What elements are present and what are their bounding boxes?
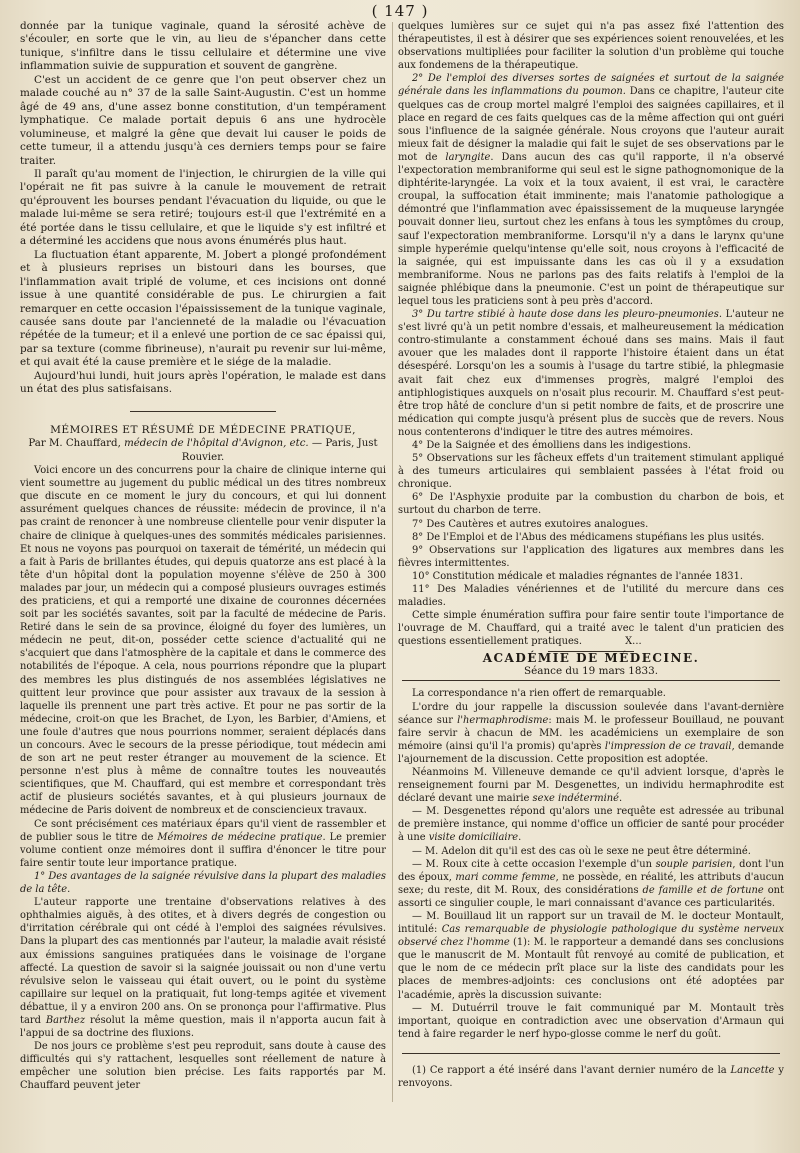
- list-item: 3° Du tartre stibié à haute dose dans les pleuro-pneumonies. L'auteur ne s'est livré qu'à un petit nombre d'essais, et malheureusement la médication contro-stimulante a constamment échoué dans ses mains. Mais il faut avouer que les malades dont il rapporte l'histoire étaient dans un état désespéré. Lorsqu'on les a soumis à l'usage du tartre stibié, la phlegmasie avait fait chez eux d'immenses progrès, malgré l'emploi des antiphlogistiques auxquels on n'osait plus recourir. M. Chauffard s'est peut-être trop hâté de conclure d'un si petit nombre de faits, et de proscrire une médication qui compte jusqu'à présent plus de succès que de revers. Nous nous contenterons d'indiquer le titre des autres mémoires.: [398, 309, 784, 438]
- paragraph: De nos jours ce problème s'est peu reproduit, sans doute à cause des difficultés qui s'y rattachent, lesquelles sont réellement de nature à empêcher une solution bien précise. Les faits rapportés par M. Chauffard peuvent jeter: [20, 1041, 386, 1092]
- list-item: 8° De l'Emploi et de l'Abus des médicamens stupéfians les plus usités.: [412, 531, 765, 543]
- article-byline: [20, 437, 386, 464]
- page-number: ( 147 ): [371, 2, 429, 20]
- section-divider: [402, 680, 780, 681]
- list-item: 11° Des Maladies vénériennes et de l'utilité du mercure dans ces maladies.: [398, 584, 784, 609]
- right-column: [398, 20, 784, 1090]
- section-title: ACADÉMIE DE MÉDECINE.: [482, 650, 700, 665]
- column-rule: [392, 22, 393, 1102]
- paragraph: Aujourd'hui lundi, huit jours après l'opération, le malade est dans un état des plus satisfaisans.: [20, 369, 386, 396]
- article-heading: MÉMOIRES ET RÉSUMÉ DE MÉDECINE PRATIQUE,: [50, 423, 356, 436]
- byline-publisher: — Paris, Just Rouvier.: [181, 438, 378, 463]
- paragraph: — M. Bouillaud lit un rapport sur un travail de M. le docteur Montault, intitulé: Cas remarquable de physiologie pathologique du système nerveux observé chez l'homme (1): M. le rapporteur a demandé dans ses conclusions que le manuscrit de M. Montault fût renvoyé au comité de publication, et que le nom de ce médecin prît place sur la liste des candidats pour les places de membres-adjoints: ces conclusions ont été adoptées par l'académie, après la discussion suivante:: [398, 911, 784, 1001]
- paragraph: — M. Dutuérril trouve le fait communiqué par M. Montault très important, quoique en contradiction avec une observation d'Armaun qui tend à faire regarder le nerf hypo-glosse comme le nerf du goût.: [398, 1002, 784, 1040]
- left-column: [20, 20, 386, 1093]
- signature: X...: [625, 636, 642, 648]
- paragraph: L'auteur rapporte une trentaine d'observations relatives à des ophthalmies aiguës, à des otites, et à divers degrés de congestion ou d'irritation cérébrale qui ont cédé à l'emploi des saignées révulsives. Dans la plupart des cas mentionnés par l'auteur, la maladie avait résisté aux émissions sanguines pratiquées dans le voisinage de l'organe affecté. La question de savoir si la saignée jouissait ou non d'une vertu révulsive selon le vaisseau qui était ouvert, ou le point du système capillaire sur lequel on la pratiquait, fut long-temps agitée et vivement débattue, il y a environ 200 ans. On se prononça pour l'affirmative. Plus tard Barthez résolut la même question, mais il n'apporta aucun fait à l'appui de sa doctrine des fluxions.: [20, 897, 386, 1040]
- list-item: 1° Des avantages de la saignée révulsive dans la plupart des maladies de la tête.: [20, 870, 386, 896]
- section-divider: [130, 411, 276, 412]
- paragraph: Il paraît qu'au moment de l'injection, le chirurgien de la ville qui l'opérait ne fit pas suivre à la canule le mouvement de retrait qu'éprouvent les bourses pendant l'évacuation du liquide, ou que le malade lui-même se sera retiré; toujours est-il que l'extrémité en a été portée dans le tissu cellulaire, et que le liquide s'y est infiltré et a déterminé les accidens que nous avons énumérés plus haut.: [20, 167, 386, 248]
- footnote: (1) Ce rapport a été inséré dans l'avant dernier numéro de la Lancette y renvoyons.: [398, 1064, 784, 1090]
- list-item: 7° Des Cautères et autres exutoires analogues.: [412, 518, 649, 530]
- paragraph: L'ordre du jour rappelle la discussion soulevée dans l'avant-dernière séance sur l'hermaphrodisme: mais M. le professeur Bouillaud, ne pouvant faire servir à chacun de MM. les académiciens un exemplaire de son mémoire (ainsi qu'il l'a promis) qu'après l'impression de ce travail, demande l'ajournement de la discussion. Cette proposition est adoptée.: [398, 701, 784, 765]
- paragraph: Néanmoins M. Villeneuve demande ce qu'il advient lorsque, d'après le renseignement fourni par M. Desgenettes, un individu hermaphrodite est déclaré devant une mairie sexe indéterminé.: [398, 766, 784, 805]
- list-item: 5° Observations sur les fâcheux effets d'un traitement stimulant appliqué à des tumeurs articulaires qui semblaient passées à l'état froid ou chronique.: [398, 453, 784, 491]
- paragraph: donnée par la tunique vaginale, quand la sérosité achève de s'écouler, en sorte que le vin, au lieu de s'épancher dans cette tunique, s'infiltre dans le tissu cellulaire et détermine une vive inflammation suivie de suppuration et souvent de gangrène.: [20, 20, 386, 73]
- footnote-divider: [402, 1053, 780, 1054]
- list-item: 6° De l'Asphyxie produite par la combustion du charbon de bois, et surtout du charbon de terre.: [398, 492, 784, 517]
- paragraph: Voici encore un des concurrens pour la chaire de clinique interne qui vient soumettre au jugement du public médical un des titres nombreux que discute en ce moment le jury du concours, et qui lui donnent assurément quelques chances de réussite: médecin de province, il n'a pas craint de renoncer à une nombreuse clientelle pour venir disputer la chaire de clinique à quelques-unes des sommités médicales parisiennes. Et nous ne voyons pas pourquoi on taxerait de témérité, un médecin qui a fait à Paris de brillantes études, qui depuis quatorze ans est placé à la tête d'un hôpital dont la population moyenne s'élève de 250 à 300 malades par jour, un médecin qui a composé plusieurs ouvrages estimés des praticiens, et qui a remporté une dixaine de couronnes décernées soit par les sociétés savantes, soit par la faculté de médecine de Paris. Retiré dans le sein de sa province, éloigné du foyer des lumières, un médecin ne peut, dit-on, posséder cette science d'actualité qui ne s'acquiert que dans l'atmosphère de la capitale et dans le commerce des notabilités de l'époque. A cela, nous pourrions répondre que la plupart des membres les plus distingués de nos assemblées législatives ne quittent leur province que pour assister aux travaux de la session à laquelle ils prennent une part très active. Et pour ne pas sortir de la médecine, croit-on que les Brachet, de Lyon, les Barbier, d'Amiens, et une foule d'autres que nous pourrions nommer, seraient déplacés dans un concours. Avec le secours de la presse périodique, tout médecin ami de son art ne peut rester étranger au mouvement de la science. Et personne n'est plus à même de connaître toutes les nouveautés scientifiques, que M. Chauffard, qui est membre et correspondant très actif de plusieurs sociétés savantes, et à qui plusieurs journaux de médecine de Paris doivent de nombreux et de consciencieux travaux.: [20, 465, 386, 817]
- paragraph: — M. Desgenettes répond qu'alors une requête est adressée au tribunal de première instance, qui nomme d'office un officier de santé pour procéder à une visite domiciliaire.: [398, 806, 784, 844]
- list-item: 10° Constitution médicale et maladies régnantes de l'année 1831.: [412, 570, 744, 582]
- paragraph: — M. Adelon dit qu'il est des cas où le sexe ne peut être déterminé.: [412, 845, 751, 857]
- paragraph: — M. Roux cite à cette occasion l'exemple d'un souple parisien, dont l'un des époux, mari comme femme, ne possède, en réalité, les attributs d'aucun sexe; du reste, dit M. Roux, des considérations de famille et de fortune ont assorti ce singulier couple, le mari connaissant d'avance ces particularités.: [398, 858, 784, 909]
- paragraph: Cette simple énumération suffira pour faire sentir toute l'importance de l'ouvrage de M. Chauffard, qui a traité avec le talent d'un praticien des questions essentiellement pratiques. X...: [398, 610, 784, 648]
- paragraph: La correspondance n'a rien offert de remarquable.: [412, 688, 666, 700]
- byline-role: médecin de l'hôpital d'Avignon, etc.: [124, 438, 309, 450]
- paragraph: C'est un accident de ce genre que l'on peut observer chez un malade couché au n° 37 de la salle Saint-Augustin. C'est un homme âgé de 49 ans, d'une assez bonne constitution, d'un tempérament lymphatique. Ce malade portait depuis 6 ans une hydrocèle volumineuse, et malgré la gêne que devait lui causer le poids de cette tumeur, il a attendu jusqu'à ces derniers temps pour se faire traiter.: [20, 73, 386, 167]
- session-date: Séance du 19 mars 1833.: [524, 664, 658, 677]
- paragraph: La fluctuation étant apparente, M. Jobert a plongé profondément et à plusieurs reprises un bistouri dans les bourses, que l'inflammation avait triplé de volume, et ces incisions ont donné issue à une quantité considérable de pus. Le chirurgien a fait remarquer en cette occasion l'épaississement de la tunique vaginale, causée sans doute par l'ancienneté de la maladie ou l'évacuation répétée de la tumeur; et il a enlevé une portion de ce sac épaissi qui, par sa texture (comme fibrineuse), n'aurait pu revenir sur lui-même, et qui avait été la cause première et le siége de la maladie.: [20, 248, 386, 369]
- list-item: 2° De l'emploi des diverses sortes de saignées et surtout de la saignée générale dans les inflammations du poumon. Dans ce chapitre, l'auteur cite quelques cas de croup mortel malgré l'emploi des saignées capillaires, et il place en regard de ces faits quelques cas de la même affection qui ont guéri sous l'influence de la saignée générale. Nous croyons que l'auteur aurait mieux fait de désigner la maladie qui fait le sujet de ses observations par le mot de laryngite. Dans aucun des cas qu'il rapporte, il n'a observé l'expectoration membraniforme qui seul est le signe pathognomonique de la diphtérite-laryngée. La voix et la toux avaient, il est vrai, le caractère croupal, la suffocation était imminente; mais l'anatomie pathologique a démontré que l'inflammation avec épaississement de la muqueuse laryngée pouvait donner lieu, surtout chez les enfans à tous les symptômes du croup, sauf l'expectoration membraniforme. Lorsqu'il n'y a dans le larynx qu'une simple hyperémie quelqu'intense qu'elle soit, nous croyons à l'efficacité de la saignée, qui est impuissante dans les cas où il y a exsudation membraniforme. Nous ne parlons pas des faits relatifs à l'emploi de la saignée phlébique dans la pneumonie. C'est un point de thérapeutique sur lequel tous les praticiens sont à peu près d'accord.: [398, 73, 785, 307]
- list-item: 9° Observations sur l'application des ligatures aux membres dans les fièvres intermittentes.: [398, 544, 784, 569]
- paragraph: quelques lumières sur ce sujet qui n'a pas assez fixé l'attention des thérapeutistes, il est à désirer que ses expériences soient renouvelées, et les observations multipliées pour faciliter la solution d'un problème qui touche aux fondemens de la thérapeutique.: [398, 21, 784, 72]
- paragraph: Ce sont précisément ces matériaux épars qu'il vient de rassembler et de publier sous le titre de Mémoires de médecine pratique. Le premier volume contient onze mémoires dont il suffira d'énoncer le titre pour faire sentir toute leur importance pratique.: [20, 818, 386, 869]
- list-item: 4° De la Saignée et des émolliens dans les indigestions.: [412, 440, 691, 451]
- byline-author: Par M. Chauffard,: [28, 438, 121, 450]
